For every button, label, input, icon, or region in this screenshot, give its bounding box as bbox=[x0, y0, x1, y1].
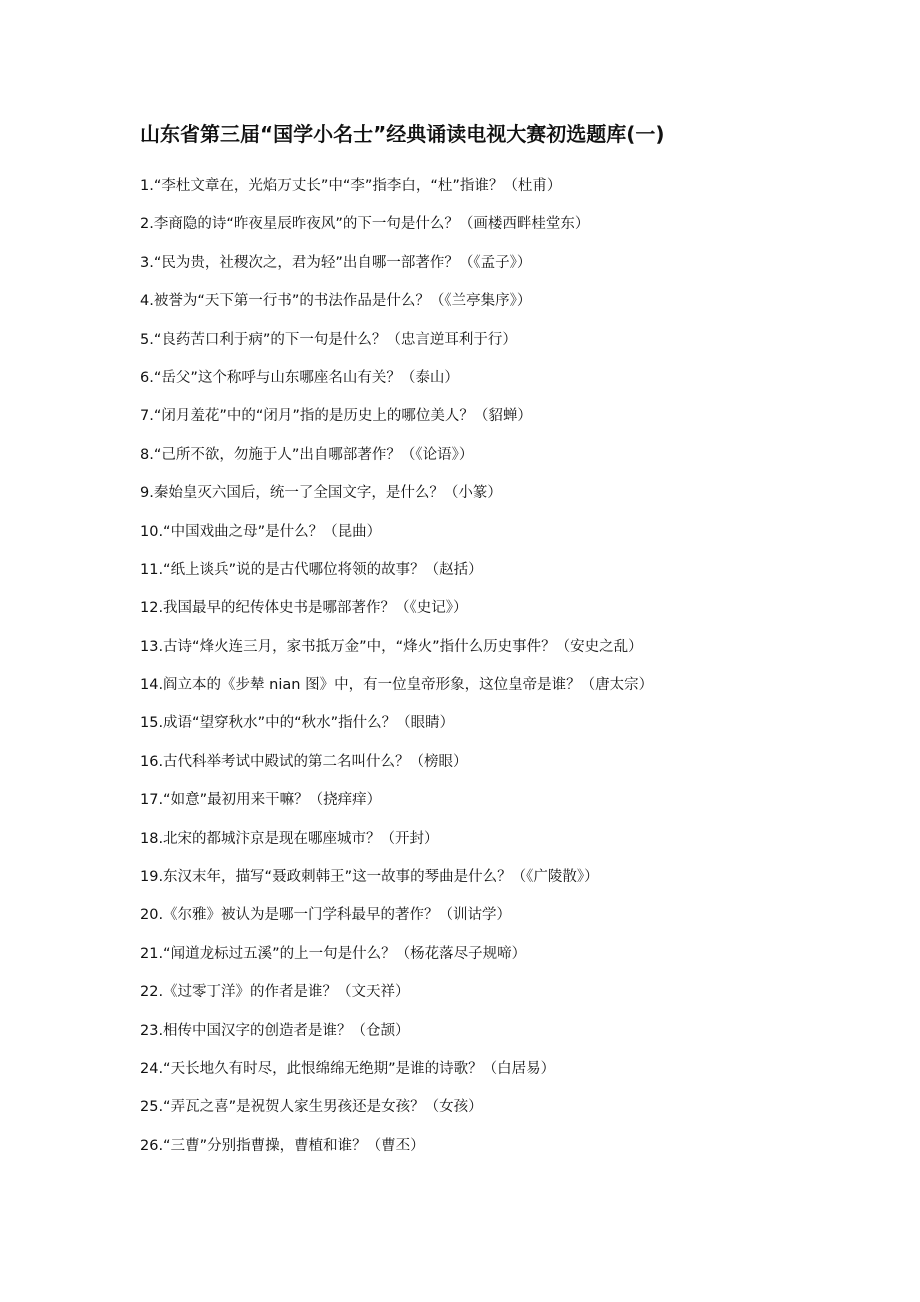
question-item: 16.古代科举考试中殿试的第二名叫什么？（榜眼） bbox=[140, 753, 468, 770]
question-item: 18.北宋的都城汴京是现在哪座城市？（开封） bbox=[140, 830, 439, 847]
question-item: 2.李商隐的诗“昨夜星辰昨夜风”的下一句是什么？（画楼西畔桂堂东） bbox=[140, 216, 590, 233]
question-item: 24.“天长地久有时尽，此恨绵绵无绝期”是谁的诗歌？（白居易） bbox=[140, 1060, 556, 1077]
question-item: 20.《尔雅》被认为是哪一门学科最早的著作？（训诂学） bbox=[140, 907, 512, 924]
question-item: 6.“岳父”这个称呼与山东哪座名山有关？（泰山） bbox=[140, 369, 459, 386]
question-list bbox=[140, 172, 840, 1170]
question-item: 7.“闭月羞花”中的“闭月”指的是历史上的哪位美人？（貂蝉） bbox=[140, 408, 532, 425]
question-item: 4.被誉为“天下第一行书”的书法作品是什么？（《兰亭集序》） bbox=[140, 293, 532, 310]
question-item: 21.“闻道龙标过五溪”的上一句是什么？（杨花落尽子规啼） bbox=[140, 945, 527, 962]
question-item: 5.“良药苦口利于病”的下一句是什么？（忠言逆耳利于行） bbox=[140, 331, 517, 348]
question-item: 14.阎立本的《步辇 nian 图》中，有一位皇帝形象，这位皇帝是谁？（唐太宗） bbox=[140, 677, 654, 694]
question-item: 8.“己所不欲，勿施于人”出自哪部著作？（《论语》） bbox=[140, 446, 474, 463]
question-item: 12.我国最早的纪传体史书是哪部著作？（《史记》） bbox=[140, 600, 468, 617]
question-item: 19.东汉末年，描写“聂政刺韩王”这一故事的琴曲是什么？（《广陵散》） bbox=[140, 869, 599, 886]
question-item: 10.“中国戏曲之母”是什么？（昆曲） bbox=[140, 523, 382, 540]
question-item: 15.成语“望穿秋水”中的“秋水”指什么？（眼睛） bbox=[140, 715, 455, 732]
question-item: 1.“李杜文章在，光焰万丈长”中“李”指李白，“杜”指谁？（杜甫） bbox=[140, 178, 562, 194]
question-item: 9.秦始皇灭六国后，统一了全国文字，是什么？（小篆） bbox=[140, 485, 502, 502]
question-item: 13.古诗“烽火连三月，家书抵万金”中，“烽火”指什么历史事件？（安史之乱） bbox=[140, 638, 643, 655]
question-item: 17.“如意”最初用来干嘛？（挠痒痒） bbox=[140, 792, 382, 809]
question-item: 26.“三曹”分别指曹操，曹植和谁？（曹丕） bbox=[140, 1137, 425, 1154]
question-item: 25.“弄瓦之喜”是祝贺人家生男孩还是女孩？（女孩） bbox=[140, 1099, 483, 1116]
question-item: 3.“民为贵，社稷次之，君为轻”出自哪一部著作？（《孟子》） bbox=[140, 254, 532, 271]
document-title: 山东省第三届“国学小名士”经典诵读电视大赛初选题库(一) bbox=[140, 122, 665, 146]
question-item: 11.“纸上谈兵”说的是古代哪位将领的故事？（赵括） bbox=[140, 561, 483, 578]
question-item: 22.《过零丁洋》的作者是谁？（文天祥） bbox=[140, 984, 410, 1001]
question-item: 23.相传中国汉字的创造者是谁？（仓颉） bbox=[140, 1022, 410, 1039]
